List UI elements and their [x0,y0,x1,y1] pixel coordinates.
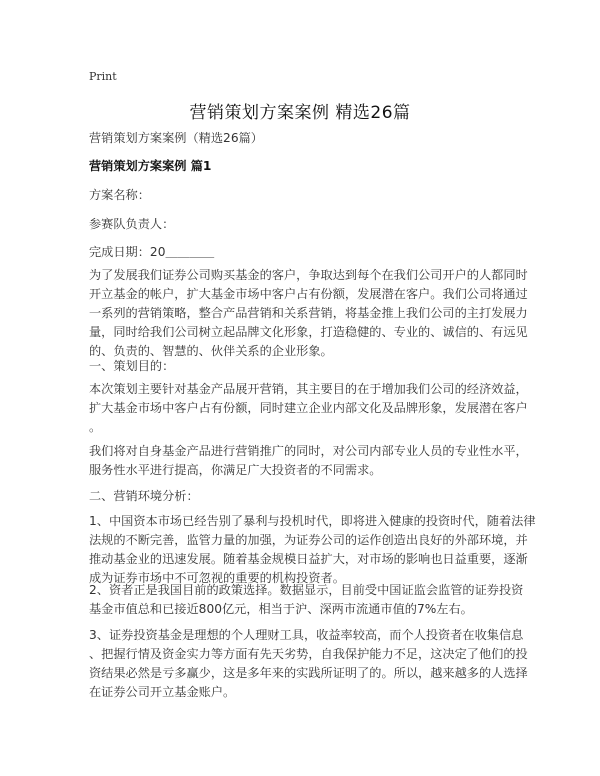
paragraph-line: 的、负责的、智慧的、伙伴关系的企业形象。 [89,344,333,358]
section2-paragraph-1 [89,512,536,588]
field-team-leader [89,215,519,234]
paragraph-line: 推动基金业的迅速发展。随着基金规模日益扩大，对市场的影响也日益重要，逐渐 [89,552,528,566]
paragraph-line: 一系列的营销策略，整合产品营销和关系营销，将基金推上我们公司的主打发展力 [89,306,528,320]
paragraph-line: 1、中国资本市场已经告别了暴利与投机时代，即将进入健康的投资时代，随着法律 [89,514,536,528]
paragraph-line: 服务性水平进行提高，你满足广大投资者的不同需求。 [89,463,382,477]
section-heading [89,157,519,176]
field-completion-date [89,243,519,262]
paragraph-line: 在证券公司开立基金账户。 [89,685,236,699]
section2-heading-line: 二、营销环境分析： [89,489,199,503]
paragraph-line: 3、证券投资基金是理想的个人理财工具，收益率较高，而个人投资者在收集信息 [89,628,524,642]
document-subtitle [89,129,519,148]
subtitle-line: 营销策划方案案例（精选26篇） [89,131,263,145]
paragraph-line: 我们将对自身基金产品进行营销推广的同时，对公司内部专业人员的专业性水平， [89,444,528,458]
section2-paragraph-3 [89,626,528,702]
paragraph-line: 为了发展我们证券公司购买基金的客户，争取达到每个在我们公司开户的人都同时 [89,268,528,282]
completion-date-label: 完成日期：20＿＿＿＿ [89,245,215,259]
paragraph-line: 基金市值总和已接近800亿元，相当于沪、深两市流通市值的7%左右。 [89,602,473,616]
print-link[interactable]: Print [89,70,117,83]
paragraph-line: 开立基金的帐户，扩大基金市场中客户占有份额，发展潜在客户。我们公司将通过 [89,287,528,301]
paragraph-line: 量，同时给我们公司树立起品牌文化形象，打造稳健的、专业的、诚信的、有远见 [89,325,528,339]
paragraph-line: 、把握行情及资金实力等方面有先天劣势，自我保护能力不足，这决定了他们的投 [89,647,528,661]
plan-name-label: 方案名称： [89,188,150,202]
paragraph-line: 资结果必然是亏多赢少，这是多年来的实践所证明了的。所以，越来越多的人选择 [89,666,528,680]
paragraph-line: 成为证券市场中不可忽视的重要的机构投资者。 [89,571,345,585]
paragraph-line: 2、资者正是我国目前的政策选择。数据显示，目前受中国证监会监管的证券投资 [89,583,524,597]
section1-paragraph-1 [89,380,528,437]
paragraph-line: 扩大基金市场中客户占有份额，同时建立企业内部文化及品牌形象，发展潜在客户 [89,401,528,415]
document-title: 营销策划方案案例 精选26篇 [189,103,411,123]
section2-heading [89,487,519,506]
field-plan-name [89,186,519,205]
paragraph-line: 法规的不断完善，监管力量的加强，为证券公司的运作创造出良好的外部环境，并 [89,533,528,547]
section2-paragraph-2 [89,581,524,619]
paragraph-line: 。 [89,420,102,434]
section1-paragraph-2 [89,442,528,480]
section1-heading [89,357,519,376]
section1-heading-line: 一、策划目的： [89,359,175,373]
section-heading-line: 营销策划方案案例 篇1 [89,159,212,173]
intro-paragraph [89,266,528,361]
team-leader-label: 参赛队负责人： [89,217,175,231]
paragraph-line: 本次策划主要针对基金产品展开营销，其主要目的在于增加我们公司的经济效益， [89,382,528,396]
